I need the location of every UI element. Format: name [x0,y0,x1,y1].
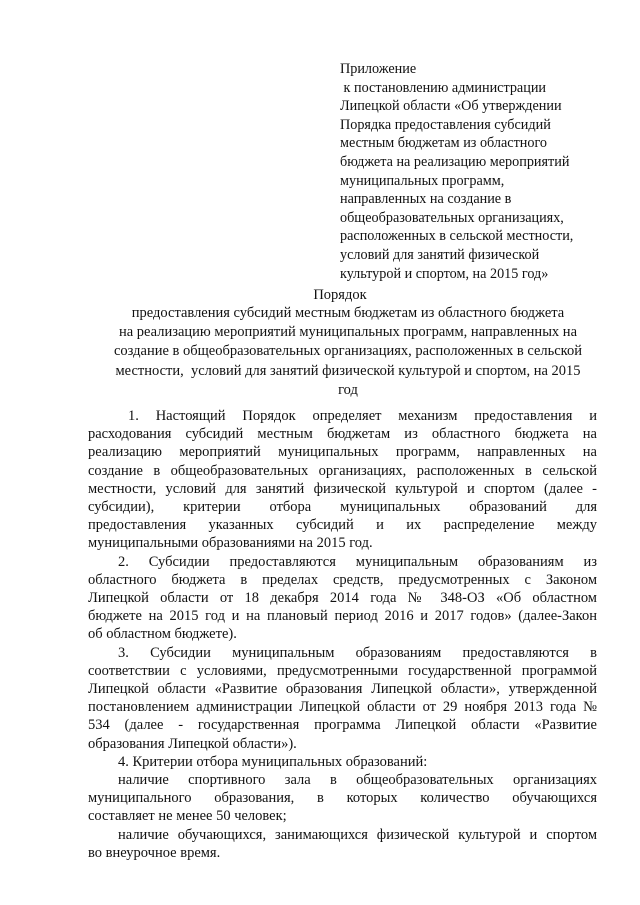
appendix-line: Липецкой области «Об утверждении [340,98,562,115]
paragraph-line: создание в общеобразовательных организациях, расположенных в сельской [88,462,597,479]
paragraph-line: 1. Настоящий Порядок определяет механизм предоставления и [128,408,597,424]
paragraph-line: предоставления указанных субсидий и их распределение между [88,517,597,534]
appendix-block [340,60,610,283]
appendix-line: местным бюджетам из областного [340,135,548,152]
paragraph-line: наличие спортивного зала в общеобразовательных организациях [118,772,597,789]
subtitle-line: год [338,381,358,398]
paragraph-line: постановлением администрации Липецкой области от 29 ноября 2013 года № [88,699,597,716]
appendix-line: бюджета на реализацию мероприятий [340,153,570,170]
appendix-line: культурой и спортом, на 2015 год» [340,265,549,282]
appendix-line: муниципальных программ, [340,172,505,189]
document-title: Порядок [313,287,367,303]
paragraph-6 [88,826,597,862]
appendix-line: направленных на создание в [340,191,512,208]
appendix-line: Приложение [340,61,417,77]
paragraph-1 [88,407,597,553]
document-subtitle [88,304,608,400]
appendix-line: условий для занятий физической [340,246,540,263]
paragraph-line: областного бюджета в пределах средств, предусмотренных с Законом [88,571,597,588]
subtitle-line: местности, условий для занятий физической культурой и спортом, на 2015 [115,362,581,379]
paragraph-5 [88,771,597,826]
paragraph-line: расходования субсидий местным бюджетам из областного бюджета на [88,426,597,443]
paragraph-line: муниципальными образованиями на 2015 год. [88,535,373,552]
subtitle-line: предоставления субсидий местным бюджетам из областного бюджета [131,305,565,321]
paragraph-line: 3. Субсидии муниципальным образованиям предоставляются в [118,644,597,661]
paragraph-2 [88,553,597,644]
appendix-line: общеобразовательных организациях, [340,209,564,226]
paragraph-line: 4. Критерии отбора муниципальных образований: [118,753,428,770]
appendix-line: расположенных в сельской местности, [340,228,574,245]
appendix-line: Порядка предоставления субсидий [340,116,551,133]
paragraph-3 [88,644,597,753]
paragraph-line: субсидии), критерии отбора муниципальных образований для [88,499,597,516]
paragraph-line: образования Липецкой области»). [88,735,297,752]
subtitle-line: создание в общеобразовательных организациях, расположенных в сельской [113,343,582,360]
paragraph-line: 534 (далее - государственная программа Липецкой области «Развитие [88,717,597,734]
paragraph-line: соответствии с условиями, предусмотренными государственной программой [88,662,597,679]
appendix-line: к постановлению администрации [340,79,547,96]
paragraph-line: Липецкой области «Развитие образования Липецкой области», утвержденной [88,681,597,698]
paragraph-line: реализацию мероприятий муниципальных программ, направленных на [88,444,597,461]
paragraph-line: муниципального образования, в которых количество обучающихся [88,790,597,807]
paragraph-line: наличие обучающихся, занимающихся физической культурой и спортом [118,826,597,843]
subtitle-line: на реализацию мероприятий муниципальных программ, направленных на [118,324,578,341]
document-body [88,407,597,862]
paragraph-line: составляет не менее 50 человек; [88,808,287,825]
paragraph-line: бюджете на 2015 год и на плановый период 2016 и 2017 годов» (далее-Закон [88,608,597,625]
paragraph-line: об областном бюджете). [88,626,237,643]
paragraph-line: 2. Субсидии предоставляются муниципальным образованиям из [118,553,597,570]
paragraph-line: во внеурочное время. [88,844,221,861]
paragraph-line: Липецкой области от 18 декабря 2014 года № 348-ОЗ «Об областном [88,590,597,607]
paragraph-line: местности, условий для занятий физической культурой и спортом (далее - [88,480,597,497]
paragraph-4 [88,753,597,771]
